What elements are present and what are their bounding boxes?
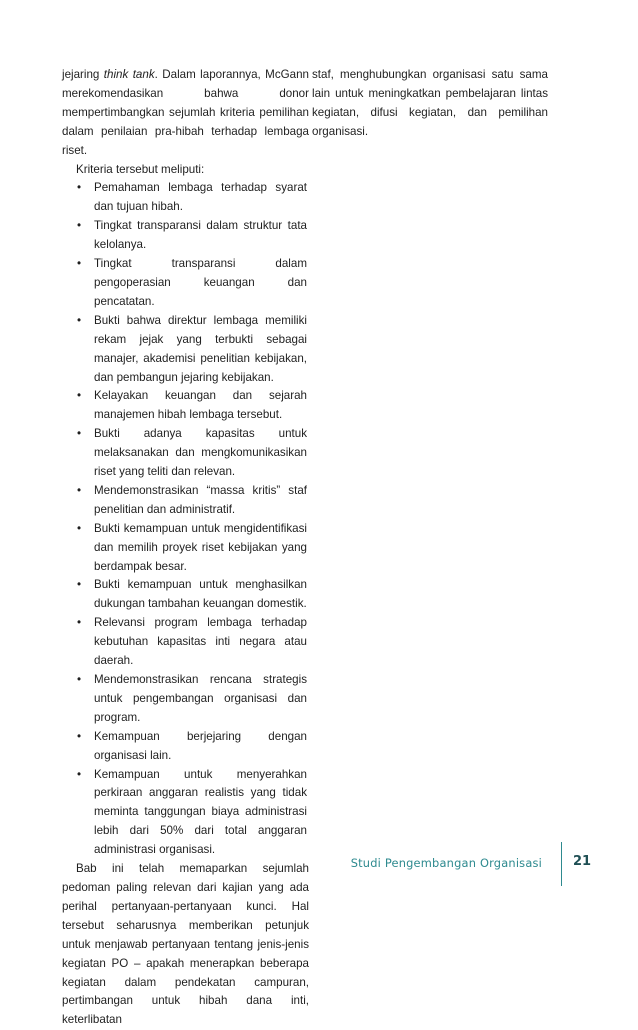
bullet-icon: • — [77, 673, 82, 686]
left-column — [62, 66, 309, 1030]
intro-italic-term: think tank — [103, 68, 155, 81]
criteria-item — [62, 576, 309, 614]
criteria-item-text: Tingkat transparansi dalam struktur tata kelolanya. — [94, 219, 307, 252]
criteria-item-text: Bukti kemampuan untuk mengidentifikasi dan memilih proyek riset kebijakan yang berdampak besar. — [94, 521, 307, 573]
criteria-item-text: Bukti adanya kapasitas untuk melaksanakan dan mengkomunikasikan riset yang teliti dan relevan. — [94, 427, 307, 479]
criteria-item-text: Bukti bahwa direktur lembaga memiliki rekam jejak yang terbukti sebagai manajer, akademisi penelitian kebijakan, dan pembangun jejaring kebijakan. — [94, 313, 307, 384]
criteria-item-text: Mendemonstrasikan rencana strategis untuk pengembangan organisasi dan program. — [94, 673, 307, 724]
criteria-item-text: Pemahaman lembaga terhadap syarat dan tujuan hibah. — [94, 181, 307, 214]
criteria-list — [62, 179, 309, 860]
bullet-icon: • — [77, 181, 82, 195]
criteria-item-text: Kemampuan berjejaring dengan organisasi lain. — [94, 729, 307, 762]
bullet-icon: • — [77, 313, 82, 327]
criteria-item — [62, 520, 309, 577]
bullet-icon: • — [77, 219, 82, 233]
bullet-icon: • — [77, 427, 82, 441]
criteria-item-text: Tingkat transparansi dalam pengoperasian keuangan dan pencatatan. — [94, 257, 307, 308]
bullet-icon: • — [77, 616, 82, 630]
criteria-item-text: Kelayakan keuangan dan sejarah manajemen hibah lembaga tersebut. — [94, 389, 307, 422]
right-column — [312, 66, 548, 142]
intro-text-start: jejaring — [62, 68, 104, 81]
criteria-item — [62, 179, 309, 217]
running-footer-title: Studi Pengembangan Organisasi — [350, 856, 542, 870]
intro-paragraph — [62, 66, 309, 161]
criteria-item — [62, 217, 309, 255]
bullet-icon: • — [77, 521, 82, 535]
intro-text-end: . Dalam laporannya, McGann merekomendasikan bahwa donor mempertimbangkan sejumlah kriteria pemilihan dalam penilaian pra-hibah terhadap lembaga riset. — [62, 68, 309, 157]
closing-paragraph: Bab ini telah memaparkan sejumlah pedoman paling relevan dari kajian yang ada perihal pertanyaan-pertanyaan kunci. Hal tersebut seharusnya memberikan petunjuk untuk menjawab pertanyaan tentang jenis-jenis kegiatan PO – apakah menerapkan beberapa kegiatan dalam pendekatan campuran, pertimbangan untuk hibah dana inti, keterlibatan — [62, 862, 309, 1027]
right-column-paragraph: staf, menghubungkan organisasi satu sama lain untuk meningkatkan pembelajaran lintas kegiatan, difusi kegiatan, dan pemilihan organisasi. — [312, 68, 548, 138]
criteria-item — [62, 766, 309, 861]
footer-divider — [561, 842, 562, 886]
criteria-lead: Kriteria tersebut meliputi: — [76, 162, 205, 176]
criteria-item — [62, 425, 309, 482]
page-number: 21 — [573, 854, 592, 869]
bullet-icon: • — [77, 483, 82, 497]
criteria-item-text: Relevansi program lembaga terhadap kebutuhan kapasitas inti negara atau daerah. — [94, 616, 307, 668]
criteria-item — [62, 482, 309, 520]
criteria-item-text: Kemampuan untuk menyerahkan perkiraan anggaran realistis yang tidak meminta tanggungan biaya administrasi lebih dari 50% dari total anggaran administrasi organisasi. — [94, 767, 307, 857]
criteria-item — [62, 728, 309, 766]
criteria-item-text: Mendemonstrasikan “massa kritis” staf penelitian dan administratif. — [94, 483, 307, 516]
criteria-item — [62, 614, 309, 671]
bullet-icon: • — [77, 389, 82, 403]
bullet-icon: • — [77, 578, 82, 592]
criteria-item — [62, 312, 309, 388]
bullet-icon: • — [77, 729, 82, 743]
criteria-item — [62, 671, 309, 728]
bullet-icon: • — [77, 257, 82, 271]
criteria-item — [62, 387, 309, 425]
criteria-item — [62, 255, 309, 312]
criteria-item-text: Bukti kemampuan untuk menghasilkan dukungan tambahan keuangan domestik. — [94, 578, 307, 611]
bullet-icon: • — [77, 767, 82, 781]
